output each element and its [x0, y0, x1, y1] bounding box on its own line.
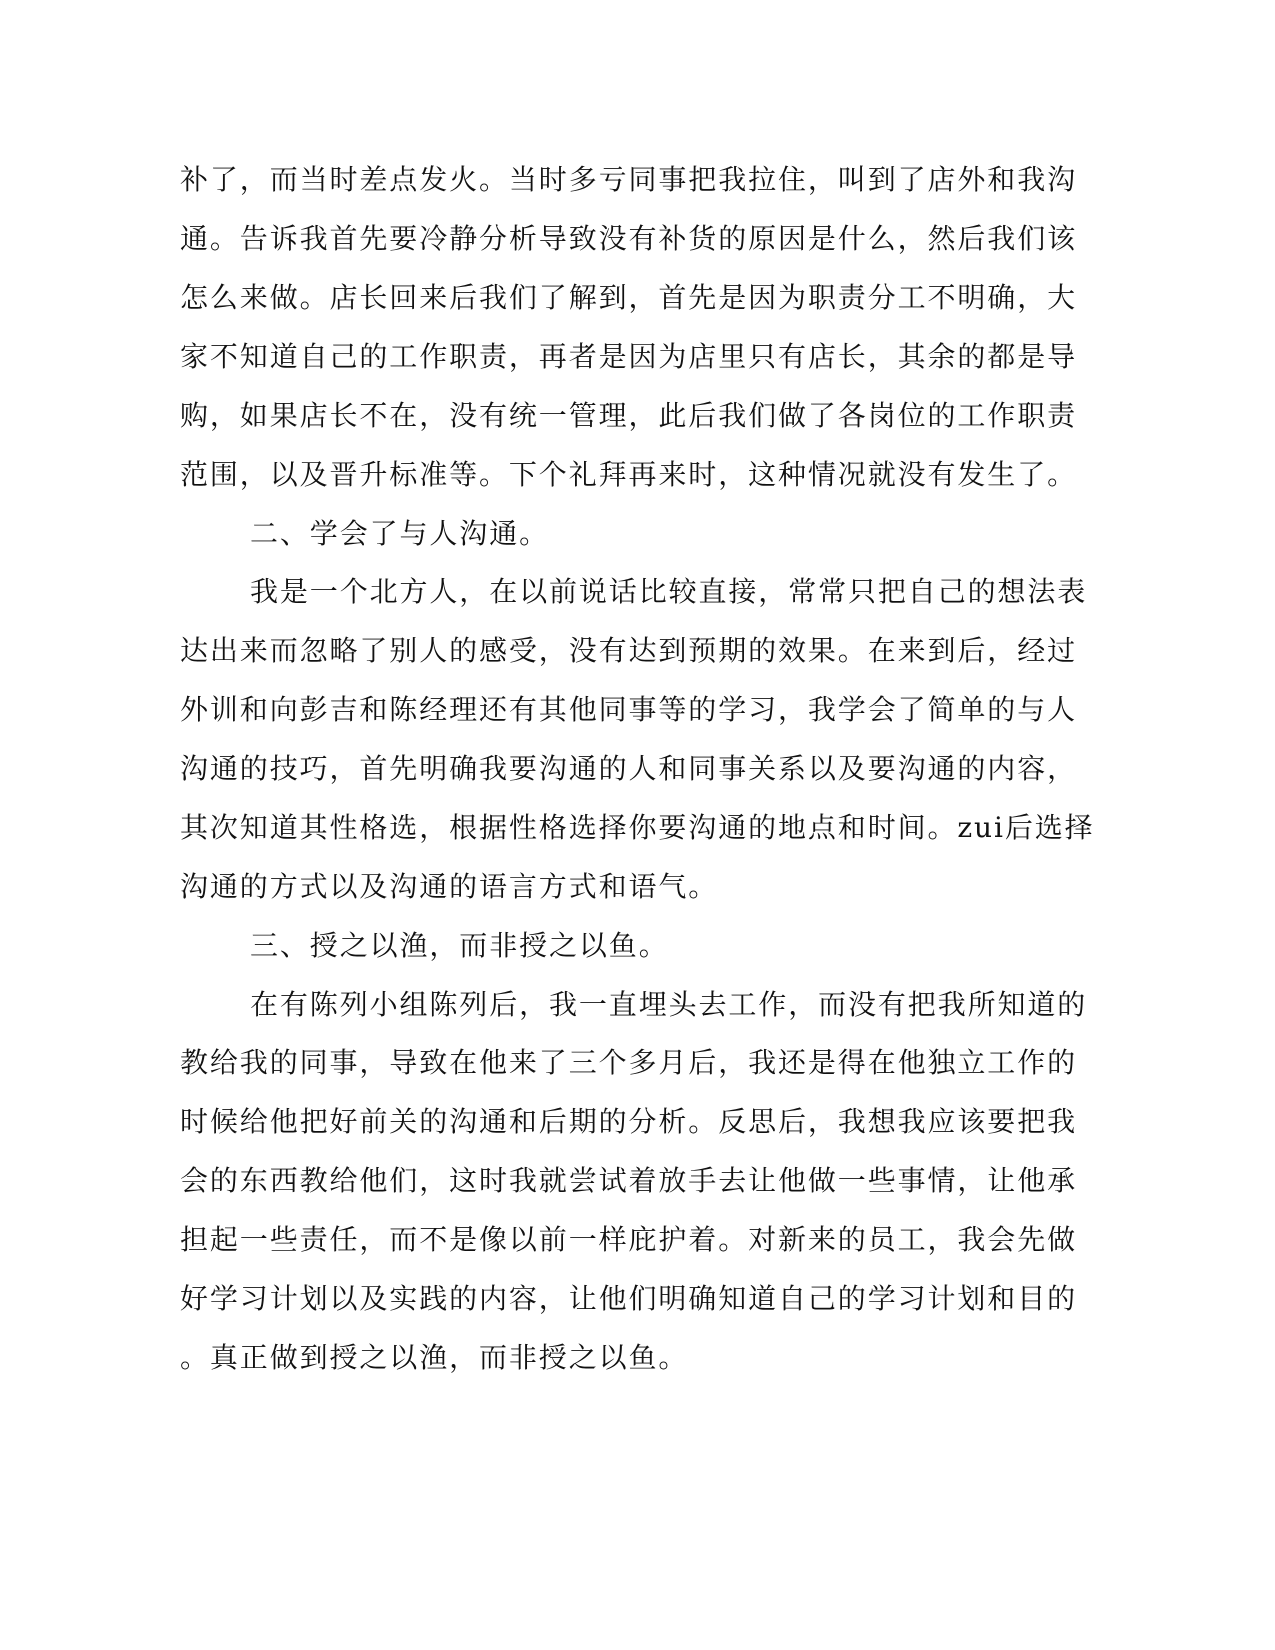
text-line: 其次知道其性格选，根据性格选择你要沟通的地点和时间。zui后选择: [180, 811, 1095, 844]
text-line: 好学习计划以及实践的内容，让他们明确知道自己的学习计划和目的: [180, 1282, 1078, 1315]
text-line: 通。告诉我首先要冷静分析导致没有补货的原因是什么，然后我们该: [180, 222, 1078, 255]
text-line: 外训和向彭吉和陈经理还有其他同事等的学习，我学会了简单的与人: [180, 693, 1078, 726]
text-line: 家不知道自己的工作职责，再者是因为店里只有店长，其余的都是导: [180, 340, 1078, 373]
text-line: 沟通的技巧，首先明确我要沟通的人和同事关系以及要沟通的内容，: [180, 752, 1078, 785]
text-line: 购，如果店长不在，没有统一管理，此后我们做了各岗位的工作职责: [180, 399, 1078, 432]
text-line: 会的东西教给他们，这时我就尝试着放手去让他做一些事情，让他承: [180, 1164, 1078, 1197]
text-line: 时候给他把好前关的沟通和后期的分析。反思后，我想我应该要把我: [180, 1105, 1078, 1138]
text-line: 沟通的方式以及沟通的语言方式和语气。: [180, 870, 719, 903]
text-line: 。真正做到授之以渔，而非授之以鱼。: [180, 1341, 689, 1374]
text-line: 范围，以及晋升标准等。下个礼拜再来时，这种情况就没有发生了。: [180, 458, 1078, 491]
text-line: 教给我的同事，导致在他来了三个多月后，我还是得在他独立工作的: [180, 1046, 1078, 1079]
section-heading: 三、授之以渔，而非授之以鱼。: [250, 929, 669, 962]
text-line: 我是一个北方人，在以前说话比较直接，常常只把自己的想法表: [250, 575, 1088, 608]
text-line: 补了，而当时差点发火。当时多亏同事把我拉住，叫到了店外和我沟: [180, 163, 1078, 196]
text-line: 达出来而忽略了别人的感受，没有达到预期的效果。在来到后，经过: [180, 634, 1078, 667]
text-line: 怎么来做。店长回来后我们了解到，首先是因为职责分工不明确，大: [180, 281, 1078, 314]
text-line: 在有陈列小组陈列后，我一直埋头去工作，而没有把我所知道的: [250, 988, 1088, 1021]
text-line: 担起一些责任，而不是像以前一样庇护着。对新来的员工，我会先做: [180, 1223, 1078, 1256]
section-heading: 二、学会了与人沟通。: [250, 517, 550, 550]
